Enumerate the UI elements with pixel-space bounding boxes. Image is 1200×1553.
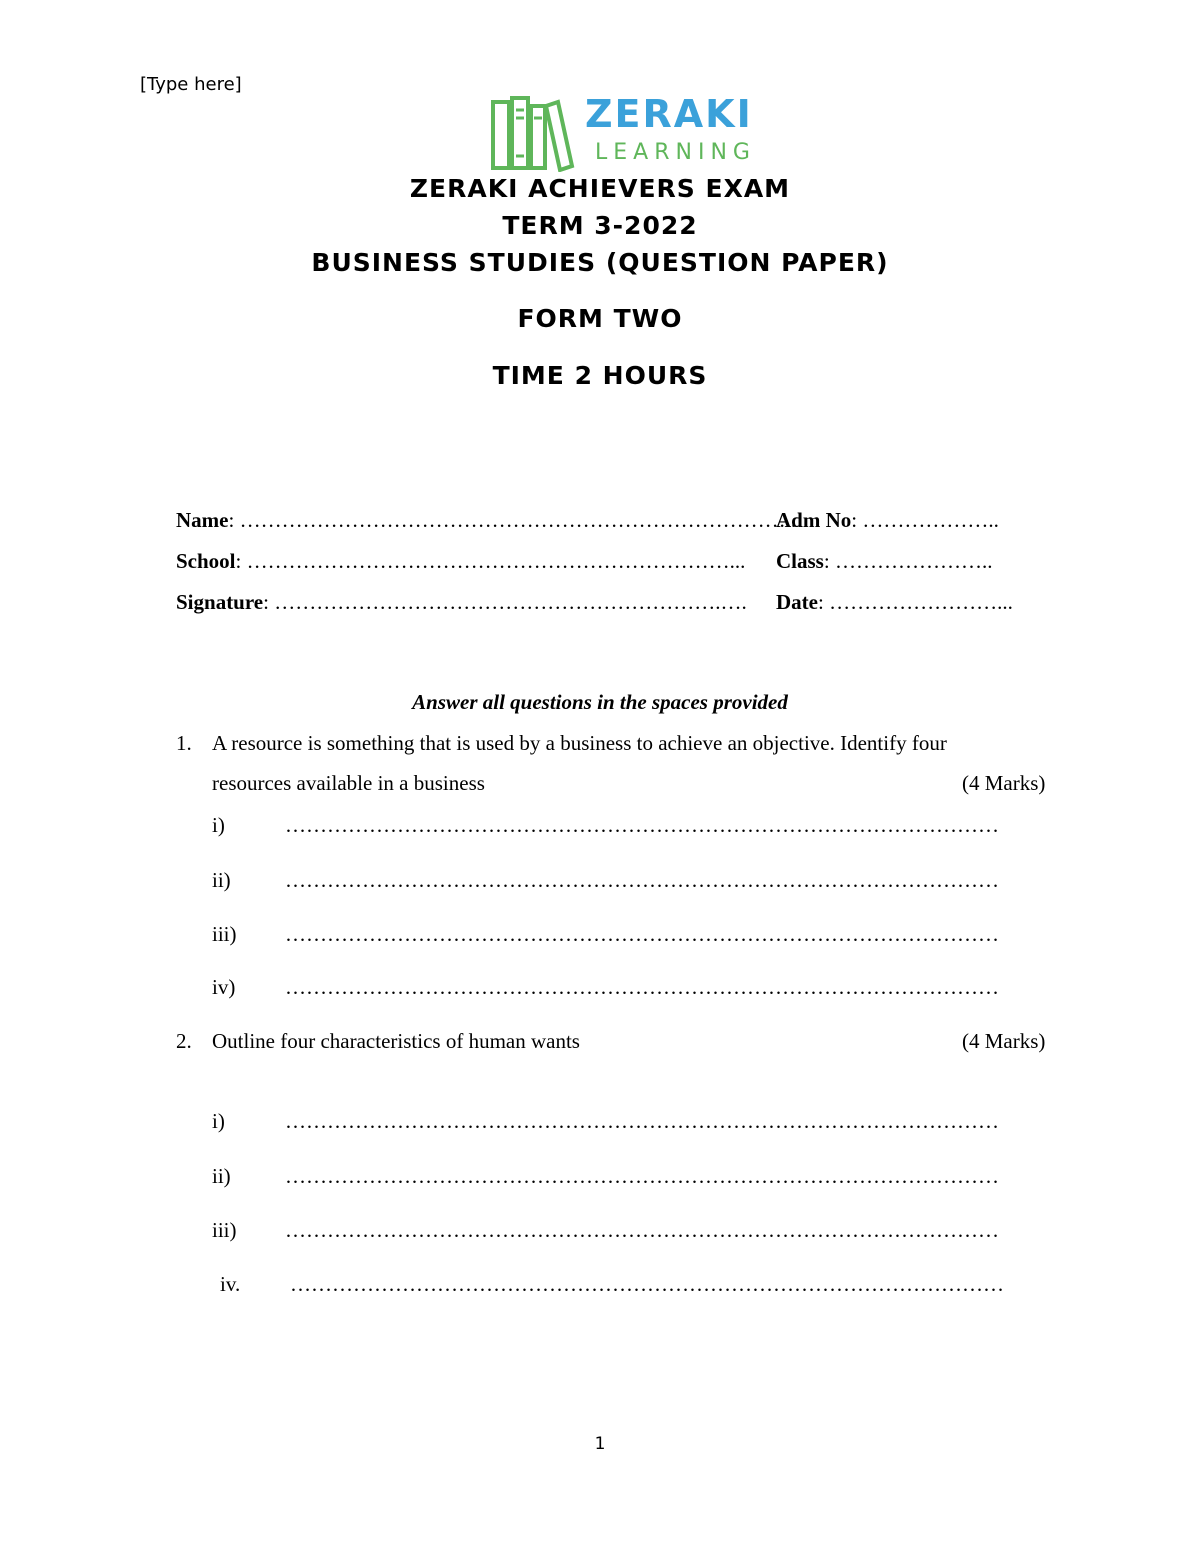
date-label: Date: [776, 590, 818, 614]
question-1-number: 1.: [176, 731, 192, 755]
exam-form: FORM TWO: [517, 304, 683, 333]
q2-answer-line[interactable]: …………………………………………………………………………………………: [290, 1272, 1004, 1296]
name-field[interactable]: [176, 508, 796, 533]
q2-answer-line[interactable]: …………………………………………………………………………………………: [285, 1109, 999, 1133]
name-dots: : ……………………………………………………………………..: [228, 508, 797, 532]
question-1-marks: (4 Marks): [962, 771, 1046, 795]
q1-answer-line[interactable]: …………………………………………………………………………………………: [285, 975, 999, 999]
name-label: Name: [176, 508, 229, 532]
school-label: School: [176, 549, 236, 573]
instruction-text: Answer all questions in the spaces provided: [412, 690, 788, 714]
exam-subject: BUSINESS STUDIES (QUESTION PAPER): [311, 248, 889, 277]
q1-answer-label: iii): [212, 922, 237, 946]
zeraki-logo: [490, 92, 780, 172]
class-field[interactable]: [776, 549, 992, 574]
signature-field[interactable]: [176, 590, 747, 615]
logo-wordmark: ZERAKI: [585, 92, 753, 136]
signature-dots: : ……………………………………………………….….: [263, 590, 747, 614]
page-number: 1: [594, 1434, 606, 1454]
q1-answer-label: iv): [212, 975, 236, 999]
question-2-text: Outline four characteristics of human wants: [212, 1029, 580, 1053]
q1-answer-line[interactable]: …………………………………………………………………………………………: [285, 922, 999, 946]
exam-time: TIME 2 HOURS: [492, 361, 708, 390]
class-label: Class: [776, 549, 824, 573]
q2-answer-label: iii): [212, 1218, 237, 1242]
signature-label: Signature: [176, 590, 264, 614]
q1-answer-label: ii): [212, 868, 231, 892]
date-field[interactable]: [776, 590, 1013, 615]
school-dots: : ……………………………………………………………...: [235, 549, 746, 573]
books-icon: [490, 96, 576, 172]
q2-answer-line[interactable]: …………………………………………………………………………………………: [285, 1164, 999, 1188]
q2-answer-label: ii): [212, 1164, 231, 1188]
q2-answer-label: i): [212, 1109, 225, 1133]
adm-no-label: Adm No: [776, 508, 852, 532]
question-2-number: 2.: [176, 1029, 192, 1053]
q2-answer-line[interactable]: …………………………………………………………………………………………: [285, 1218, 999, 1242]
class-dots: : …………………..: [823, 549, 993, 573]
question-1-text-line1: A resource is something that is used by a business to achieve an objective. Identify four: [212, 731, 947, 755]
question-1-text-line2: resources available in a business: [212, 771, 485, 795]
q1-answer-line[interactable]: …………………………………………………………………………………………: [285, 813, 999, 837]
exam-title: ZERAKI ACHIEVERS EXAM: [409, 174, 791, 203]
q1-answer-label: i): [212, 813, 225, 837]
logo-tagline: LEARNING: [595, 140, 756, 165]
question-2-marks: (4 Marks): [962, 1029, 1046, 1053]
adm-no-dots: : ………………..: [851, 508, 999, 532]
q1-answer-line[interactable]: …………………………………………………………………………………………: [285, 868, 999, 892]
adm-no-field[interactable]: [776, 508, 999, 533]
header-placeholder: [Type here]: [140, 74, 242, 95]
exam-term: TERM 3-2022: [502, 211, 698, 240]
q2-answer-label: iv.: [220, 1272, 241, 1296]
date-dots: : ……………………...: [817, 590, 1013, 614]
school-field[interactable]: [176, 549, 745, 574]
